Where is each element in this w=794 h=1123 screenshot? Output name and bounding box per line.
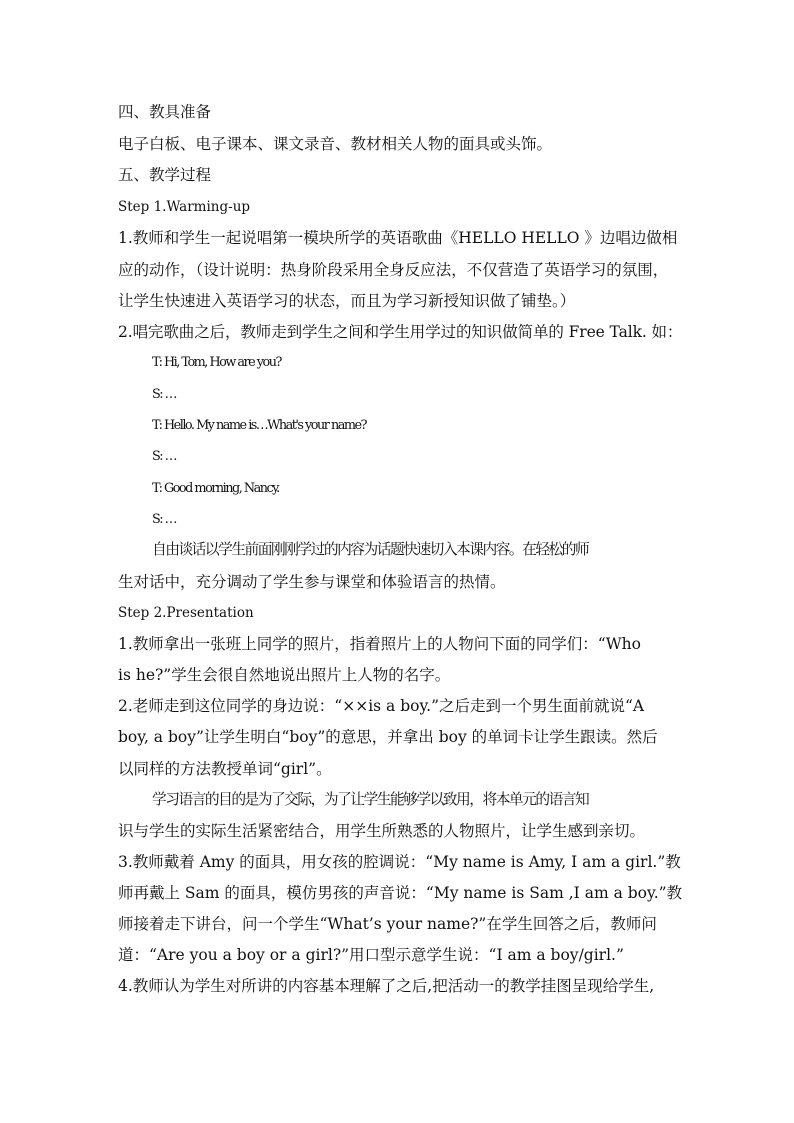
dialogue-line: T: Good morning, Nancy. [152, 481, 279, 496]
dialogue-line: T: Hello. My name is…What's your name? [152, 418, 366, 433]
paragraph-line: 让学生快速进入英语学习的状态，而且为学习新授知识做了铺垫。） [118, 292, 576, 310]
paragraph-line: 师接着走下讲台，问一个学生“What’s your name?”在学生回答之后，教师问 [118, 915, 657, 933]
dialogue-line: S: … [152, 449, 176, 464]
paragraph-line: 2.老师走到这位同学的身边说：“××is a boy.”之后走到一个男生面前就说“A [118, 697, 645, 715]
paragraph-line: is he?”学生会很自然地说出照片上人物的名字。 [118, 666, 451, 684]
paragraph-line: boy, a boy”让学生明白“boy”的意思，并拿出 boy 的单词卡让学生跟读。然后 [118, 728, 658, 746]
section-heading-teaching-aids: 四、教具准备 [118, 103, 212, 121]
paragraph-line: 以同样的方法教授单词“girl”。 [118, 760, 332, 778]
dialogue-line: S: … [152, 387, 176, 402]
paragraph-line: 电子白板、电子课本、课文录音、教材相关人物的面具或头饰。 [118, 135, 553, 153]
section-heading-teaching-process: 五、教学过程 [118, 166, 212, 184]
step-heading-presentation: Step 2.Presentation [118, 605, 254, 621]
dialogue-line: S: … [152, 512, 176, 527]
step-heading-warming-up: Step 1.Warming-up [118, 199, 251, 215]
paragraph-line: 应的动作，（设计说明：热身阶段采用全身反应法，不仅营造了英语学习的氛围， [118, 261, 669, 279]
paragraph-line: 4.教师认为学生对所讲的内容基本理解了之后,把活动一的教学挂图呈现给学生, [118, 977, 655, 995]
paragraph-line: 识与学生的实际生活紧密结合，用学生所熟悉的人物照片，让学生感到亲切。 [118, 822, 646, 840]
paragraph-line: 学习语言的目的是为了交际，为了让学生能够学以致用，将本单元的语言知 [152, 791, 589, 808]
paragraph-line: 道：“Are you a boy or a girl?”用口型示意学生说：“I am a boy/girl.” [118, 946, 624, 964]
paragraph-line: 自由谈话以学生前面刚刚学过的内容为话题快速切入本课内容。在轻松的师 [152, 541, 589, 558]
paragraph-line: 师再戴上 Sam 的面具，模仿男孩的声音说：“My name is Sam ,I am a boy.”教 [118, 884, 683, 902]
paragraph-line: 1.教师拿出一张班上同学的照片，指着照片上的人物问下面的同学们：“Who [118, 635, 641, 653]
paragraph-line: 1.教师和学生一起说唱第一模块所学的英语歌曲《HELLO HELLO 》边唱边做相 [118, 229, 678, 247]
paragraph-line: 生对话中，充分调动了学生参与课堂和体验语言的热情。 [118, 573, 506, 591]
dialogue-line: T: Hi, Tom, How are you? [152, 355, 281, 370]
paragraph-line: 3.教师戴着 Amy 的面具，用女孩的腔调说：“My name is Amy, I am a girl.”教 [118, 853, 681, 871]
paragraph-line: 2.唱完歌曲之后，教师走到学生之间和学生用学过的知识做简单的 Free Talk. 如： [118, 323, 683, 341]
